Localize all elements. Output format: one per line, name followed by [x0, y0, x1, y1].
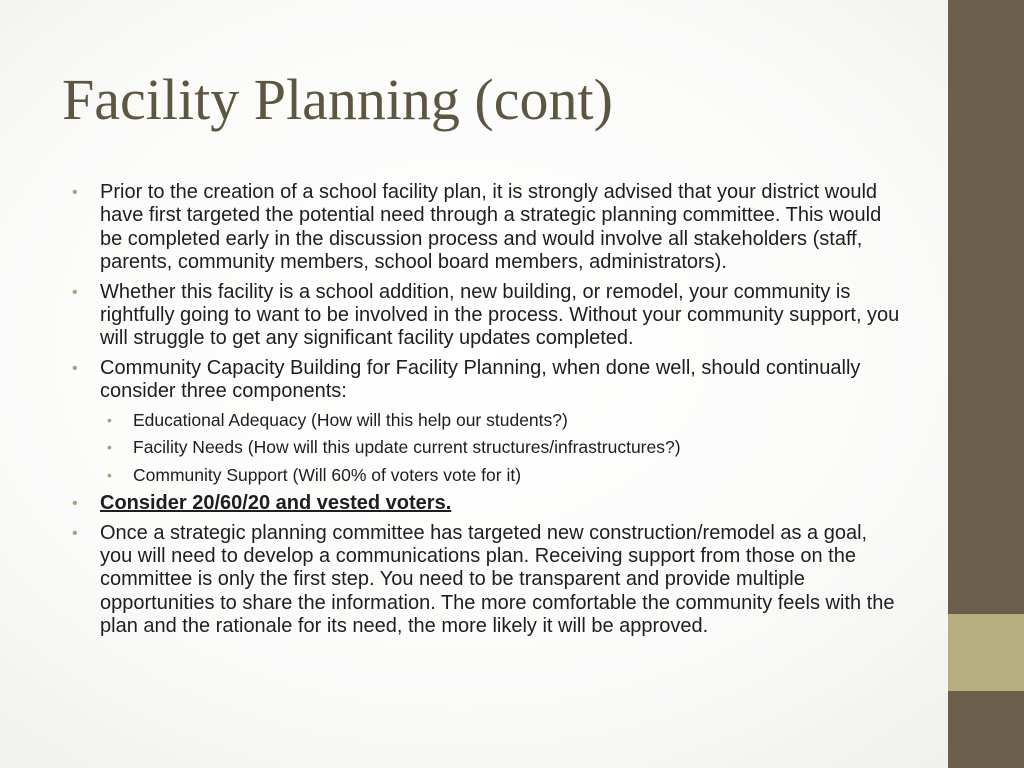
- bullet-text: Community Capacity Building for Facility Planning, when done well, should continually consider three components:: [100, 356, 861, 403]
- bullet-item: [72, 522, 902, 639]
- sub-bullet-item: [100, 410, 902, 431]
- sub-bullet-item: [100, 437, 902, 458]
- bullet-dot-icon: •: [72, 495, 78, 513]
- bullet-item: [72, 492, 902, 515]
- emphasis-bullet-text: Consider 20/60/20 and vested voters.: [100, 492, 452, 515]
- sub-bullet-dot-icon: •: [107, 439, 112, 456]
- bullet-text: Once a strategic planning committee has targeted new construction/remodel as a goal, you will need to develop a communications plan. Receiving support from those on the committee is only the first step. You need to be transparent and provide multiple opportunities to share the information. The more comfortable the community feels with the plan and the rationale for its need, the more likely it will be approved.: [100, 521, 895, 638]
- sub-bullet-text: Facility Needs (How will this update current structures/infrastructures?): [133, 437, 681, 458]
- side-accent-block: [948, 614, 1024, 691]
- bullet-dot-icon: •: [72, 283, 78, 301]
- sub-bullet-dot-icon: •: [107, 411, 112, 428]
- slide-title: Facility Planning (cont): [62, 67, 613, 132]
- bullet-item: [72, 281, 902, 351]
- bullet-item: [72, 181, 902, 275]
- sub-bullet-dot-icon: •: [107, 466, 112, 483]
- slide-body: [72, 181, 902, 645]
- bullet-text: Whether this facility is a school addition, new building, or remodel, your community is rightfully going to want to be involved in the process. Without your community support, you will struggle to get any significant facility updates completed.: [100, 280, 900, 350]
- bullet-dot-icon: •: [72, 359, 78, 377]
- bullet-item: [72, 357, 902, 486]
- bullet-text: Prior to the creation of a school facility plan, it is strongly advised that your district would have first targeted the potential need through a strategic planning committee. This would be completed early in the discussion process and would involve all stakeholders (staff, parents, community members, school board members, administrators).: [100, 181, 882, 274]
- bullet-dot-icon: •: [72, 184, 78, 201]
- sub-bullet-text: Community Support (Will 60% of voters vote for it): [133, 464, 522, 485]
- sub-bullet-item: [100, 465, 902, 486]
- bullet-list: [72, 181, 902, 639]
- sub-bullet-list: [100, 410, 902, 486]
- bullet-dot-icon: •: [72, 524, 78, 542]
- sub-bullet-text: Educational Adequacy (How will this help our students?): [133, 409, 568, 430]
